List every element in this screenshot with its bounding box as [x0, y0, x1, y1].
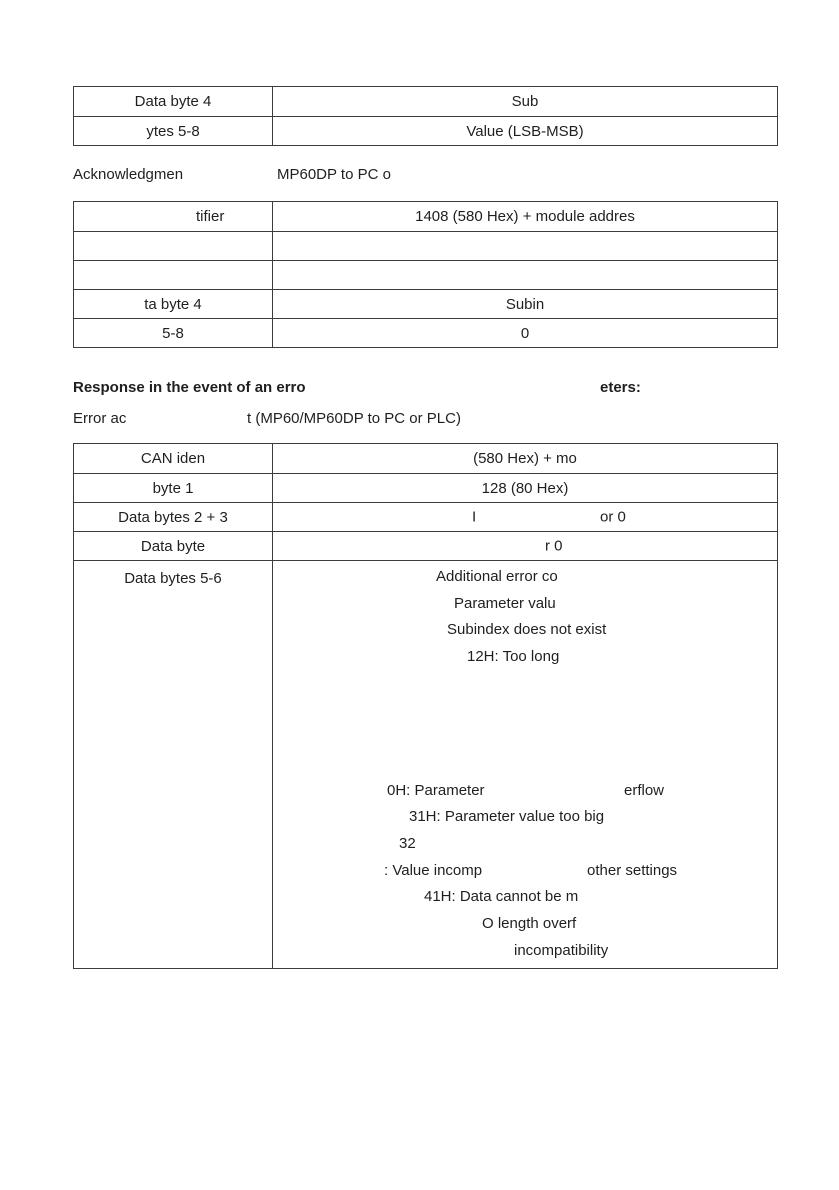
- error-code-line: [273, 808, 777, 835]
- table-cell-left: Data bytes 2 + 3: [74, 503, 273, 531]
- cell-fragment: I: [472, 508, 477, 526]
- table-row: [74, 87, 777, 116]
- table-cell-left: [74, 261, 273, 289]
- response-error-heading: [73, 379, 778, 398]
- table-row: [74, 502, 777, 531]
- table-cell-left: 5-8: [74, 319, 273, 347]
- table-cell-right: Sub: [511, 93, 539, 110]
- table-cell-right: Subin: [505, 295, 545, 313]
- error-code-line: [273, 782, 777, 809]
- acknowledgment-caption-right: MP60DP to PC o: [277, 166, 391, 183]
- table-error-response: [73, 443, 778, 969]
- table-row: [74, 289, 777, 318]
- error-code-line: [273, 862, 777, 889]
- table-row: [74, 531, 777, 560]
- table-cell-right: [273, 261, 777, 289]
- table-cell-left: ta byte 4: [74, 290, 273, 318]
- error-code-text: 0H: Parameter: [387, 781, 485, 799]
- table-data-bytes: [73, 86, 778, 146]
- error-code-line: [273, 888, 777, 915]
- table-cell-right: [273, 532, 777, 560]
- acknowledgment-caption-left: Acknowledgmen: [73, 166, 184, 183]
- table-cell-left: [74, 232, 273, 260]
- error-code-text: 41H: Data cannot be m: [424, 888, 579, 906]
- table-cell-right: (580 Hex) + mo: [473, 450, 577, 467]
- error-code-text: 12H: Too long: [467, 648, 560, 666]
- table-cell-left: Data byte 4: [74, 87, 273, 116]
- table-row: [74, 116, 777, 145]
- error-code-line: [273, 835, 777, 862]
- table-cell-error-codes: [273, 561, 777, 968]
- error-code-line: [273, 648, 777, 675]
- error-code-text: 32: [399, 834, 416, 852]
- table-cell-left: Data bytes 5-6: [74, 561, 273, 968]
- error-code-text: incompatibility: [514, 941, 609, 959]
- cell-fragment: or 0: [600, 508, 626, 526]
- table-row: [74, 444, 777, 473]
- table-cell-left: byte 1: [74, 474, 273, 502]
- error-code-line: [273, 728, 777, 755]
- error-caption-right: t (MP60/MP60DP to PC or PLC): [247, 410, 461, 427]
- table-row: [74, 231, 777, 260]
- cell-fragment: r 0: [545, 537, 563, 555]
- error-code-text: Additional error co: [436, 568, 558, 585]
- table-cell-left: Data byte: [74, 532, 273, 560]
- error-code-line: [273, 621, 777, 648]
- table-acknowledgment: [73, 201, 778, 348]
- table-cell-right: 1408 (580 Hex) + module addres: [415, 208, 635, 225]
- table-cell-right: 128 (80 Hex): [481, 479, 569, 497]
- error-code-text: O length overf: [482, 914, 577, 932]
- error-code-line: [273, 595, 777, 622]
- error-code-text: other settings: [587, 861, 678, 879]
- error-acknowledgment-caption: [73, 410, 778, 429]
- acknowledgment-caption: [73, 166, 778, 185]
- error-code-line: [273, 755, 777, 782]
- table-row: [74, 318, 777, 347]
- table-row: [74, 473, 777, 502]
- error-code-line: [273, 942, 777, 969]
- table-cell-right: Value (LSB-MSB): [466, 122, 584, 140]
- error-code-line: [273, 675, 777, 702]
- table-row: [74, 560, 777, 968]
- table-cell-left: CAN iden: [74, 444, 273, 473]
- table-cell-right: 0: [520, 324, 530, 342]
- table-row: [74, 202, 777, 231]
- table-row: [74, 260, 777, 289]
- error-code-line: [273, 915, 777, 942]
- error-code-text: Parameter valu: [454, 594, 556, 612]
- table-cell-right: [273, 503, 777, 531]
- error-code-text: erflow: [624, 781, 665, 799]
- table-cell-left: tifier: [74, 202, 273, 231]
- error-code-text: 31H: Parameter value too big: [409, 808, 605, 826]
- error-caption-left: Error ac: [73, 410, 127, 427]
- response-error-heading-right: eters:: [600, 379, 641, 396]
- table-cell-left: ytes 5-8: [74, 117, 273, 145]
- table-cell-right: [273, 232, 777, 260]
- error-code-line: [273, 568, 777, 595]
- response-error-heading-left: Response in the event of an erro: [73, 379, 306, 396]
- error-code-text: : Value incomp: [384, 861, 483, 879]
- error-code-text: Subindex does not exist: [447, 621, 607, 639]
- error-code-line: [273, 701, 777, 728]
